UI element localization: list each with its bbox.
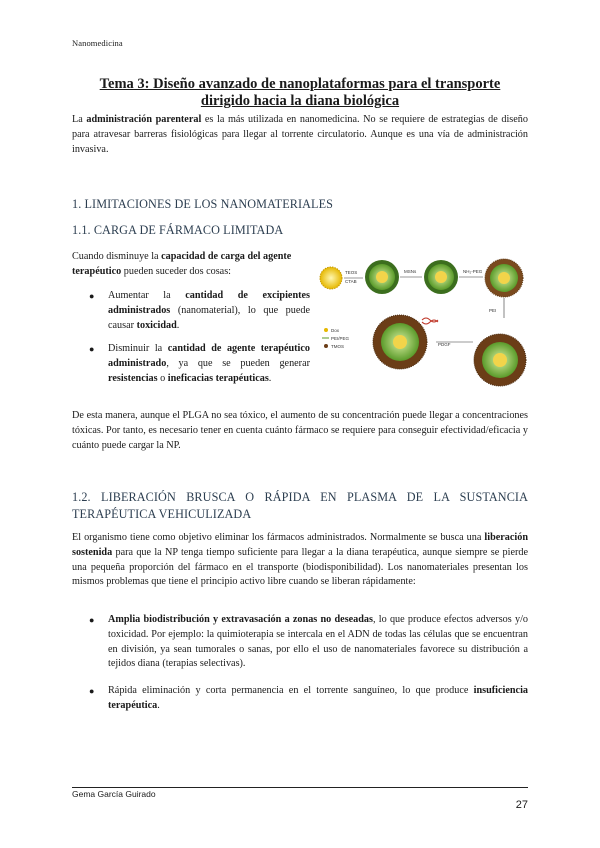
svg-text:TMOS: TMOS — [331, 344, 344, 349]
list-item: ● Rápida eliminación y corta permanencia en el torrente sanguíneo, lo que produce insuficiencia terapéutica. — [89, 685, 528, 711]
dox-loaded-np — [485, 259, 523, 297]
label-ctab: CTAB — [345, 279, 357, 284]
closing-paragraph: De esta manera, aunque el PLGA no sea tóxico, el aumento de su concentración puede llegar a concentraciones tóxicas. Por tanto, es necesario tener en cuenta cuánto fármaco se requiere para conseguir efectividad/eficacia y cuánto puede cargar la NP. — [72, 410, 528, 451]
label-teos: TEOS — [345, 270, 358, 275]
footer-author: Gema García Guirado — [72, 789, 156, 799]
label-pei: PEI — [489, 308, 497, 313]
dna-icon — [422, 318, 438, 324]
label-pdgf: PDGF — [438, 342, 451, 347]
nanoparticle-synthesis-figure — [318, 254, 528, 402]
title-line-2: dirigido hacia la diana biológica — [200, 93, 400, 109]
release-paragraph: El organismo tiene como objetivo eliminar los fármacos administrados. Normalmente se busca una liberación sostenida para que la NP tenga tiempo suficiente para llegar a la diana terapéutica, aunque siempre se pierde una pequeña proporción del fármaco en el transporte (biodisponibilidad). Los nanomateriales presentan los mismos problemas que tiene el principio activo libre cuando se liberan rápidamente: — [72, 532, 528, 588]
list-item: ● Aumentar la cantidad de excipientes administrados (nanomaterial), lo que puede causar toxicidad. — [89, 290, 310, 331]
pei-coated-np — [474, 334, 526, 386]
intro-paragraph: La administración parenteral es la más utilizada en nanomedicina. No se requiere de estrategias de diseño para atravesar barreras fisiológicas para llegar al torrente circulatorio. Aunque es una vía de administración invasiva. — [72, 114, 528, 155]
ctab-micelle — [320, 267, 342, 289]
running-header: Nanomedicina — [72, 38, 123, 48]
page-number: 27 — [515, 799, 528, 811]
page-title — [72, 76, 528, 110]
figure-legend — [322, 328, 350, 349]
mesoporous-silica-np — [365, 260, 399, 294]
list-item: ● Disminuir la cantidad de agente terapéutico administrado, ya que se pueden generar resistencias o ineficacias terapéuticas. — [89, 343, 310, 384]
section-1-heading: 1. LIMITACIONES DE LOS NANOMATERIALES — [72, 197, 334, 211]
peg-coated-np — [424, 260, 458, 294]
section-1-1-heading: 1.1. CARGA DE FÁRMACO LIMITADA — [72, 223, 284, 237]
svg-text:PEI/PEG: PEI/PEG — [331, 336, 350, 341]
list-item: ● Amplia biodistribución y extravasación a zonas no deseadas, lo que produce efectos adversos y/o toxicidad. Por ejemplo: la quimioterapia se intercala en el ADN de todas las células que se encuentran en división, ya sean tumorales o sanas, por ello el uso de nanomateriales favorece su distribución a tejidos diana (terapias selectivas). — [89, 614, 528, 670]
title-line-1: Tema 3: Diseño avanzado de nanoplataformas para el transporte — [99, 76, 501, 92]
bullet-icon: ● — [89, 686, 95, 696]
final-np — [373, 315, 427, 369]
footer-divider — [72, 787, 528, 788]
section-1-2-heading: 1.2. LIBERACIÓN BRUSCA O RÁPIDA EN PLASMA DE LA SUSTANCIA TERAPÉUTICA VEHICULIZADA — [72, 490, 528, 521]
bullet-icon: ● — [89, 615, 95, 625]
bullet-icon: ● — [89, 344, 95, 354]
label-nh2-peg: NH₂-PEG — [463, 269, 483, 274]
lead-paragraph: Cuando disminuye la capacidad de carga del agente terapéutico pueden suceder dos cosas: — [72, 251, 292, 277]
svg-text:Dox: Dox — [331, 328, 340, 333]
bullet-icon: ● — [89, 291, 95, 301]
label-msns: MSNs — [404, 269, 417, 274]
